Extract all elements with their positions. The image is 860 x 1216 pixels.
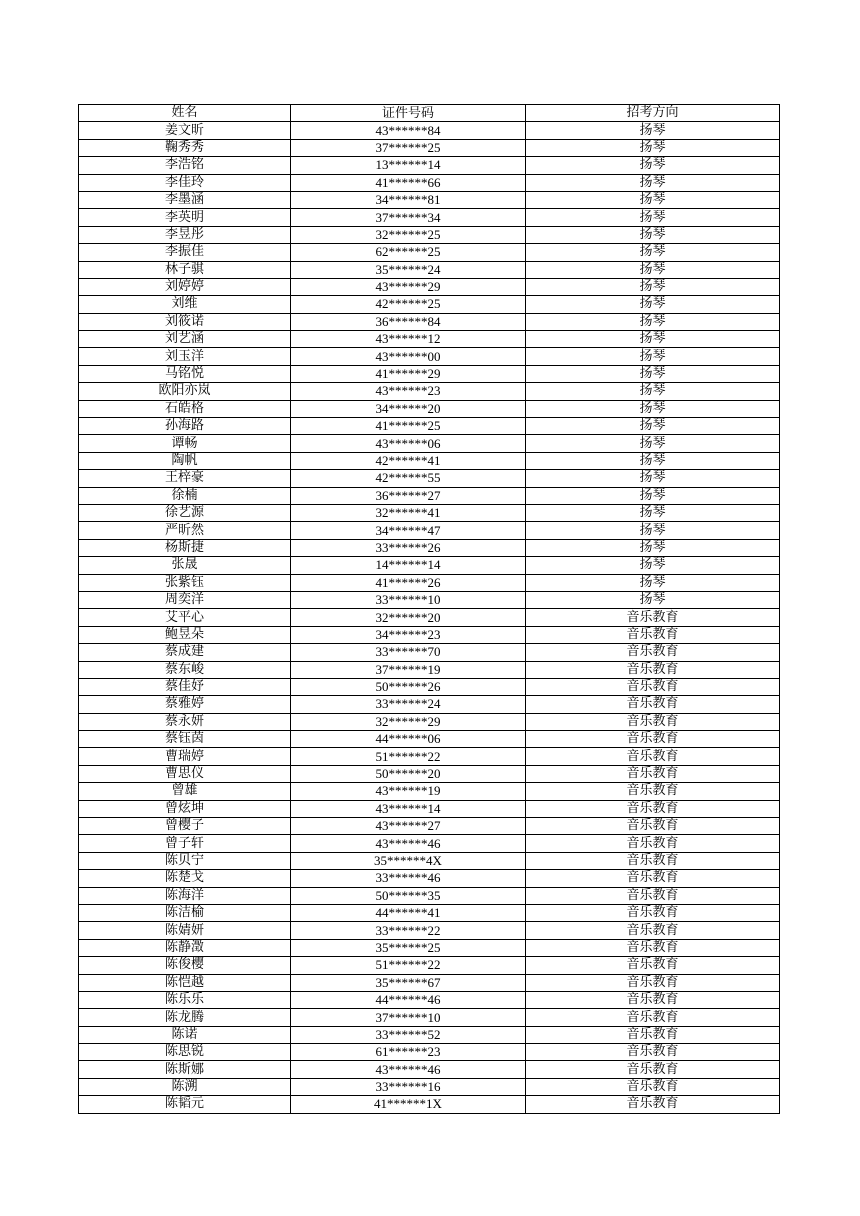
cell-name: 艾平心	[79, 609, 291, 626]
table-row	[79, 957, 780, 974]
cell-direction: 音乐教育	[526, 609, 780, 626]
cell-id-number: 42******25	[291, 296, 526, 313]
cell-id-number: 43******84	[291, 122, 526, 139]
table-row	[79, 122, 780, 139]
cell-name: 欧阳亦岚	[79, 383, 291, 400]
table-row	[79, 765, 780, 782]
cell-name: 鲍昱朵	[79, 626, 291, 643]
cell-id-number: 14******14	[291, 557, 526, 574]
cell-direction: 音乐教育	[526, 974, 780, 991]
cell-id-number: 37******10	[291, 1009, 526, 1026]
cell-name: 姜文昕	[79, 122, 291, 139]
table-row	[79, 748, 780, 765]
cell-id-number: 43******06	[291, 435, 526, 452]
table-row	[79, 626, 780, 643]
cell-name: 蔡成建	[79, 644, 291, 661]
cell-direction: 音乐教育	[526, 1044, 780, 1061]
cell-direction: 音乐教育	[526, 818, 780, 835]
cell-id-number: 32******41	[291, 504, 526, 521]
cell-direction: 音乐教育	[526, 852, 780, 869]
cell-direction: 音乐教育	[526, 870, 780, 887]
cell-direction: 扬琴	[526, 435, 780, 452]
cell-direction: 扬琴	[526, 418, 780, 435]
cell-name: 鞠秀秀	[79, 139, 291, 156]
table-row	[79, 1096, 780, 1113]
table-row	[79, 400, 780, 417]
cell-direction: 扬琴	[526, 122, 780, 139]
cell-name: 陈海洋	[79, 887, 291, 904]
cell-id-number: 42******55	[291, 470, 526, 487]
cell-name: 陈洁榆	[79, 904, 291, 921]
cell-id-number: 41******25	[291, 418, 526, 435]
cell-direction: 扬琴	[526, 470, 780, 487]
cell-direction: 扬琴	[526, 487, 780, 504]
cell-id-number: 51******22	[291, 748, 526, 765]
cell-name: 徐楠	[79, 487, 291, 504]
cell-direction: 音乐教育	[526, 765, 780, 782]
cell-name: 李振佳	[79, 244, 291, 261]
table-row	[79, 539, 780, 556]
cell-id-number: 35******24	[291, 261, 526, 278]
cell-name: 蔡佳妤	[79, 678, 291, 695]
cell-direction: 扬琴	[526, 331, 780, 348]
cell-id-number: 34******20	[291, 400, 526, 417]
cell-id-number: 36******27	[291, 487, 526, 504]
table-row	[79, 435, 780, 452]
cell-id-number: 43******12	[291, 331, 526, 348]
table-row	[79, 609, 780, 626]
cell-direction: 音乐教育	[526, 887, 780, 904]
cell-name: 曾子轩	[79, 835, 291, 852]
cell-direction: 音乐教育	[526, 678, 780, 695]
header-name: 姓名	[79, 105, 291, 122]
table-row	[79, 261, 780, 278]
cell-name: 陈婧妍	[79, 922, 291, 939]
cell-id-number: 41******1X	[291, 1096, 526, 1113]
table-row	[79, 557, 780, 574]
cell-name: 曹瑞婷	[79, 748, 291, 765]
table-row	[79, 487, 780, 504]
cell-name: 严昕然	[79, 522, 291, 539]
cell-id-number: 41******26	[291, 574, 526, 591]
cell-id-number: 43******14	[291, 800, 526, 817]
table-row	[79, 504, 780, 521]
table-row	[79, 331, 780, 348]
cell-direction: 扬琴	[526, 574, 780, 591]
table-row	[79, 904, 780, 921]
cell-name: 李英明	[79, 209, 291, 226]
table-row	[79, 209, 780, 226]
cell-name: 周奕洋	[79, 591, 291, 608]
table-row	[79, 922, 780, 939]
cell-direction: 扬琴	[526, 191, 780, 208]
cell-id-number: 34******23	[291, 626, 526, 643]
cell-name: 李佳玲	[79, 174, 291, 191]
roster-body	[79, 122, 780, 1113]
cell-direction: 音乐教育	[526, 835, 780, 852]
cell-id-number: 13******14	[291, 157, 526, 174]
cell-id-number: 62******25	[291, 244, 526, 261]
cell-id-number: 44******46	[291, 991, 526, 1008]
cell-id-number: 44******06	[291, 731, 526, 748]
table-row	[79, 887, 780, 904]
cell-name: 谭畅	[79, 435, 291, 452]
cell-id-number: 32******20	[291, 609, 526, 626]
cell-id-number: 37******19	[291, 661, 526, 678]
cell-id-number: 33******26	[291, 539, 526, 556]
cell-direction: 音乐教育	[526, 904, 780, 921]
table-row	[79, 348, 780, 365]
cell-name: 蔡东峻	[79, 661, 291, 678]
table-row	[79, 800, 780, 817]
cell-direction: 音乐教育	[526, 1078, 780, 1095]
table-row	[79, 139, 780, 156]
cell-name: 徐艺源	[79, 504, 291, 521]
cell-direction: 扬琴	[526, 139, 780, 156]
cell-id-number: 61******23	[291, 1044, 526, 1061]
cell-direction: 扬琴	[526, 226, 780, 243]
cell-id-number: 43******46	[291, 835, 526, 852]
cell-name: 陶帆	[79, 452, 291, 469]
table-row	[79, 452, 780, 469]
table-row	[79, 522, 780, 539]
cell-id-number: 33******52	[291, 1026, 526, 1043]
table-row	[79, 818, 780, 835]
table-row	[79, 470, 780, 487]
cell-name: 曾雄	[79, 783, 291, 800]
cell-id-number: 41******66	[291, 174, 526, 191]
cell-direction: 扬琴	[526, 174, 780, 191]
cell-name: 曹思仪	[79, 765, 291, 782]
cell-name: 陈思锐	[79, 1044, 291, 1061]
table-row	[79, 783, 780, 800]
cell-id-number: 43******23	[291, 383, 526, 400]
cell-direction: 音乐教育	[526, 939, 780, 956]
cell-id-number: 43******00	[291, 348, 526, 365]
cell-id-number: 50******20	[291, 765, 526, 782]
cell-direction: 音乐教育	[526, 957, 780, 974]
cell-name: 陈俊樱	[79, 957, 291, 974]
cell-name: 李墨涵	[79, 191, 291, 208]
cell-name: 马铭悦	[79, 365, 291, 382]
table-row	[79, 191, 780, 208]
cell-direction: 音乐教育	[526, 1026, 780, 1043]
cell-direction: 扬琴	[526, 278, 780, 295]
cell-direction: 音乐教育	[526, 731, 780, 748]
cell-name: 刘婷婷	[79, 278, 291, 295]
cell-id-number: 43******46	[291, 1061, 526, 1078]
cell-id-number: 41******29	[291, 365, 526, 382]
cell-name: 陈斯娜	[79, 1061, 291, 1078]
cell-name: 王梓豪	[79, 470, 291, 487]
cell-id-number: 33******46	[291, 870, 526, 887]
cell-direction: 音乐教育	[526, 696, 780, 713]
table-row	[79, 296, 780, 313]
cell-name: 张紫钰	[79, 574, 291, 591]
cell-id-number: 51******22	[291, 957, 526, 974]
cell-direction: 音乐教育	[526, 783, 780, 800]
cell-name: 陈诺	[79, 1026, 291, 1043]
cell-name: 刘艺涵	[79, 331, 291, 348]
header-id: 证件号码	[291, 105, 526, 122]
cell-name: 陈溯	[79, 1078, 291, 1095]
table-row	[79, 713, 780, 730]
table-row	[79, 661, 780, 678]
cell-name: 孙海路	[79, 418, 291, 435]
cell-direction: 音乐教育	[526, 661, 780, 678]
table-row	[79, 939, 780, 956]
table-row	[79, 1009, 780, 1026]
cell-id-number: 43******27	[291, 818, 526, 835]
table-row	[79, 226, 780, 243]
table-row	[79, 574, 780, 591]
cell-name: 陈龙腾	[79, 1009, 291, 1026]
cell-id-number: 35******67	[291, 974, 526, 991]
cell-direction: 音乐教育	[526, 713, 780, 730]
cell-direction: 扬琴	[526, 504, 780, 521]
table-row	[79, 974, 780, 991]
cell-name: 曾樱子	[79, 818, 291, 835]
cell-direction: 扬琴	[526, 365, 780, 382]
cell-name: 杨斯捷	[79, 539, 291, 556]
table-row	[79, 174, 780, 191]
cell-direction: 扬琴	[526, 209, 780, 226]
table-row	[79, 244, 780, 261]
cell-id-number: 33******24	[291, 696, 526, 713]
cell-id-number: 35******4X	[291, 852, 526, 869]
cell-name: 蔡雅婷	[79, 696, 291, 713]
cell-name: 蔡钰茵	[79, 731, 291, 748]
cell-direction: 扬琴	[526, 452, 780, 469]
cell-direction: 音乐教育	[526, 800, 780, 817]
cell-name: 李浩铭	[79, 157, 291, 174]
cell-name: 刘筱诺	[79, 313, 291, 330]
roster-sheet	[78, 104, 779, 1114]
cell-direction: 音乐教育	[526, 1061, 780, 1078]
cell-direction: 扬琴	[526, 591, 780, 608]
cell-direction: 扬琴	[526, 157, 780, 174]
cell-direction: 音乐教育	[526, 1096, 780, 1113]
header-row	[79, 105, 780, 122]
cell-id-number: 42******41	[291, 452, 526, 469]
cell-id-number: 32******25	[291, 226, 526, 243]
table-row	[79, 278, 780, 295]
table-row	[79, 157, 780, 174]
table-row	[79, 1044, 780, 1061]
cell-name: 陈楚戈	[79, 870, 291, 887]
roster-table	[78, 104, 780, 1114]
cell-name: 石皓格	[79, 400, 291, 417]
table-row	[79, 1061, 780, 1078]
cell-direction: 扬琴	[526, 383, 780, 400]
table-row	[79, 383, 780, 400]
cell-name: 曾炫坤	[79, 800, 291, 817]
cell-name: 林子骐	[79, 261, 291, 278]
table-row	[79, 1026, 780, 1043]
table-row	[79, 835, 780, 852]
table-row	[79, 591, 780, 608]
table-row	[79, 644, 780, 661]
cell-name: 陈贝宁	[79, 852, 291, 869]
cell-name: 刘维	[79, 296, 291, 313]
cell-id-number: 50******35	[291, 887, 526, 904]
cell-id-number: 33******70	[291, 644, 526, 661]
cell-id-number: 33******16	[291, 1078, 526, 1095]
table-row	[79, 313, 780, 330]
cell-direction: 音乐教育	[526, 922, 780, 939]
cell-direction: 扬琴	[526, 539, 780, 556]
cell-direction: 扬琴	[526, 557, 780, 574]
cell-direction: 扬琴	[526, 348, 780, 365]
cell-direction: 扬琴	[526, 313, 780, 330]
cell-id-number: 35******25	[291, 939, 526, 956]
cell-direction: 扬琴	[526, 400, 780, 417]
cell-id-number: 36******84	[291, 313, 526, 330]
table-row	[79, 870, 780, 887]
cell-id-number: 34******47	[291, 522, 526, 539]
header-direction: 招考方向	[526, 105, 780, 122]
table-row	[79, 678, 780, 695]
cell-direction: 扬琴	[526, 261, 780, 278]
cell-direction: 扬琴	[526, 244, 780, 261]
cell-direction: 音乐教育	[526, 748, 780, 765]
table-row	[79, 418, 780, 435]
cell-name: 陈恺越	[79, 974, 291, 991]
cell-name: 陈韬元	[79, 1096, 291, 1113]
cell-id-number: 37******25	[291, 139, 526, 156]
cell-direction: 音乐教育	[526, 991, 780, 1008]
cell-id-number: 37******34	[291, 209, 526, 226]
table-row	[79, 365, 780, 382]
cell-name: 刘玉洋	[79, 348, 291, 365]
cell-direction: 音乐教育	[526, 644, 780, 661]
cell-id-number: 32******29	[291, 713, 526, 730]
cell-id-number: 44******41	[291, 904, 526, 921]
cell-name: 李昱彤	[79, 226, 291, 243]
table-row	[79, 852, 780, 869]
cell-id-number: 50******26	[291, 678, 526, 695]
table-row	[79, 991, 780, 1008]
table-row	[79, 1078, 780, 1095]
cell-id-number: 43******29	[291, 278, 526, 295]
cell-name: 陈乐乐	[79, 991, 291, 1008]
cell-direction: 音乐教育	[526, 1009, 780, 1026]
cell-id-number: 43******19	[291, 783, 526, 800]
cell-direction: 扬琴	[526, 522, 780, 539]
cell-direction: 音乐教育	[526, 626, 780, 643]
table-row	[79, 696, 780, 713]
cell-id-number: 33******22	[291, 922, 526, 939]
cell-name: 张晟	[79, 557, 291, 574]
cell-name: 陈静澂	[79, 939, 291, 956]
cell-id-number: 33******10	[291, 591, 526, 608]
cell-name: 蔡永妍	[79, 713, 291, 730]
cell-direction: 扬琴	[526, 296, 780, 313]
cell-id-number: 34******81	[291, 191, 526, 208]
table-row	[79, 731, 780, 748]
